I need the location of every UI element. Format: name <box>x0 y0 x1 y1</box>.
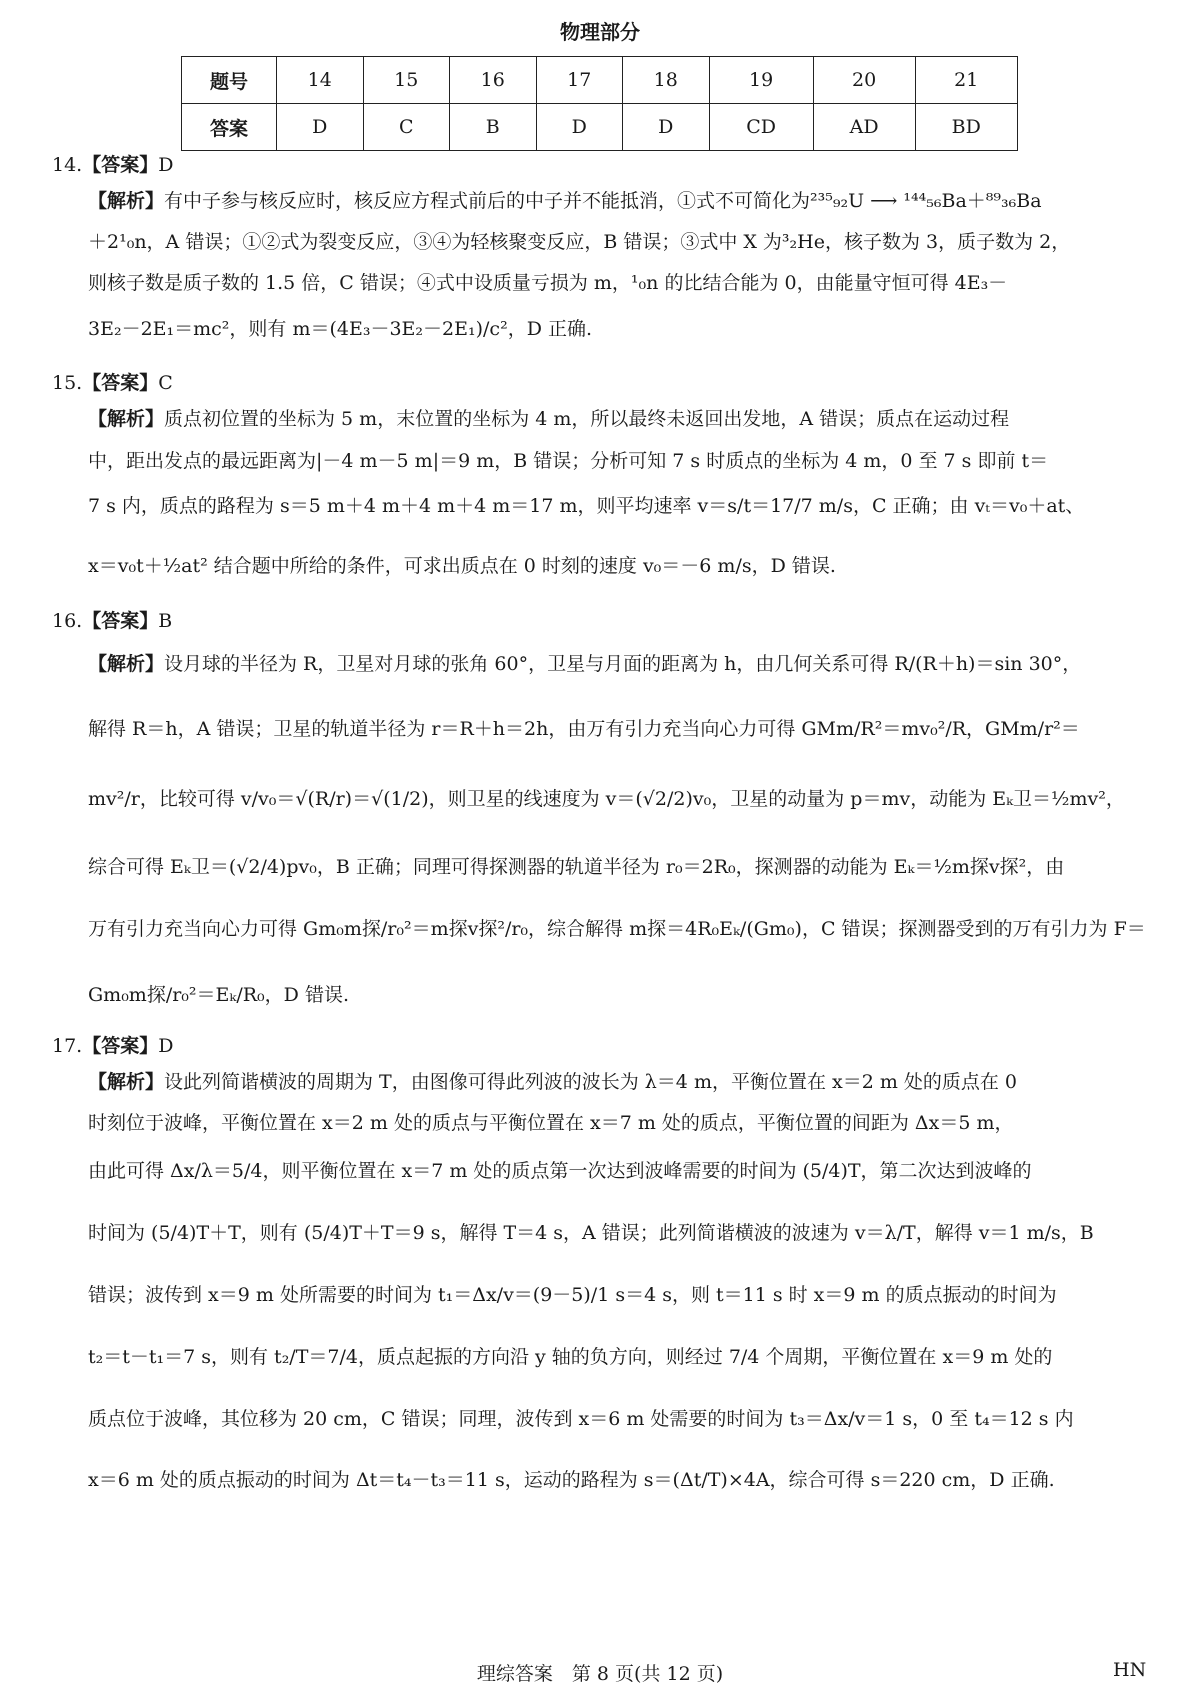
explanation-line <box>88 408 1148 431</box>
explanation-line: 万有引力充当向心力可得 Gm₀m探/r₀²＝m探v探²/r₀，综合解得 m探＝4R₀Eₖ/(Gm₀)，C 错误；探测器受到的万有引力为 F＝ <box>88 918 1146 940</box>
table-cell-answer: AD <box>813 104 915 151</box>
table-cell-answer: C <box>363 104 450 151</box>
explanation-line: 由此可得 Δx/λ＝5/4，则平衡位置在 x＝7 m 处的质点第一次达到波峰需要的时间为 (5/4)T，第二次达到波峰的 <box>88 1160 1032 1182</box>
answer-label: 【答案】 <box>82 1035 159 1057</box>
answer-value: B <box>158 610 173 632</box>
explanation-line: t₂＝t－t₁＝7 s，则有 t₂/T＝7/4，质点起振的方向沿 y 轴的负方向，则经过 7/4 个周期，平衡位置在 x＝9 m 处的 <box>88 1346 1053 1368</box>
table-cell-number: 18 <box>623 57 710 104</box>
table-cell-number: 17 <box>536 57 623 104</box>
region-code: HN <box>1113 1659 1147 1681</box>
question-16-answer <box>52 606 172 633</box>
explanation-line <box>88 653 1148 676</box>
explanation-line: x＝6 m 处的质点振动的时间为 Δt＝t₄－t₃＝11 s，运动的路程为 s＝(Δt/T)×4A，综合可得 s＝220 cm，D 正确. <box>88 1469 1055 1491</box>
table-cell-answer: BD <box>915 104 1018 151</box>
explanation-text: 设此列简谐横波的周期为 T，由图像可得此列波的波长为 λ＝4 m，平衡位置在 x＝2 m 处的质点在 0 <box>164 1071 1018 1093</box>
table-cell-answer: CD <box>709 104 813 151</box>
explanation-text: 设月球的半径为 R，卫星对月球的张角 60°，卫星与月面的距离为 h，由几何关系可得 R/(R＋h)＝sin 30°， <box>164 653 1082 675</box>
explanation-line: 解得 R＝h，A 错误；卫星的轨道半径为 r＝R＋h＝2h，由万有引力充当向心力可得 GMm/R²＝mv₀²/R，GMm/r²＝ <box>88 718 1080 740</box>
explanation-label: 【解析】 <box>88 653 165 675</box>
question-number: 17. <box>52 1035 83 1057</box>
explanation-line: 则核子数是质子数的 1.5 倍，C 错误；④式中设质量亏损为 m，¹₀n 的比结合能为 0，由能量守恒可得 4E₃－ <box>88 272 1008 294</box>
question-14-answer <box>52 150 173 177</box>
answer-label: 【答案】 <box>82 610 159 632</box>
explanation-line <box>88 1071 1148 1094</box>
table-header-answer: 答案 <box>182 104 277 151</box>
explanation-line: 综合可得 Eₖ卫＝(√2/4)pv₀，B 正确；同理可得探测器的轨道半径为 r₀＝2R₀，探测器的动能为 Eₖ＝½m探v探²，由 <box>88 856 1065 878</box>
answer-table <box>181 56 1018 151</box>
explanation-line: 质点位于波峰，其位移为 20 cm，C 错误；同理，波传到 x＝6 m 处需要的时间为 t₃＝Δx/v＝1 s，0 至 t₄＝12 s 内 <box>88 1408 1074 1430</box>
table-cell-answer: D <box>623 104 710 151</box>
section-title: 物理部分 <box>560 20 640 44</box>
table-cell-number: 20 <box>813 57 915 104</box>
table-cell-number: 19 <box>709 57 813 104</box>
explanation-text: 质点初位置的坐标为 5 m，末位置的坐标为 4 m，所以最终未返回出发地，A 错误；质点在运动过程 <box>164 408 1010 430</box>
answer-value: C <box>158 372 173 394</box>
answer-label: 【答案】 <box>82 372 159 394</box>
page-footer: 理综答案 第 8 页(共 12 页) <box>476 1663 724 1685</box>
answer-value: D <box>158 1035 174 1057</box>
table-cell-number: 15 <box>363 57 450 104</box>
table-cell-answer: B <box>450 104 537 151</box>
explanation-label: 【解析】 <box>88 408 165 430</box>
question-number: 14. <box>52 154 83 176</box>
question-number: 15. <box>52 372 83 394</box>
table-cell-answer: D <box>536 104 623 151</box>
explanation-line: ＋2¹₀n，A 错误；①②式为裂变反应，③④为轻核聚变反应，B 错误；③式中 X 为³₂He，核子数为 3，质子数为 2， <box>88 231 1071 253</box>
table-cell-answer: D <box>277 104 364 151</box>
explanation-line: 时间为 (5/4)T＋T，则有 (5/4)T＋T＝9 s，解得 T＝4 s，A 错误；此列简谐横波的波速为 v＝λ/T，解得 v＝1 m/s，B <box>88 1222 1094 1244</box>
table-row-numbers <box>182 57 1018 104</box>
table-cell-number: 21 <box>915 57 1018 104</box>
table-header-number: 题号 <box>182 57 277 104</box>
answer-value: D <box>158 154 174 176</box>
explanation-label: 【解析】 <box>88 190 165 212</box>
explanation-text: 有中子参与核反应时，核反应方程式前后的中子并不能抵消，①式不可简化为²³⁵₉₂U ⟶ ¹⁴⁴₅₆Ba＋⁸⁹₃₆Ba <box>164 190 1042 212</box>
explanation-line: 中，距出发点的最远距离为|－4 m－5 m|＝9 m，B 错误；分析可知 7 s 时质点的坐标为 4 m，0 至 7 s 即前 t＝ <box>88 450 1049 472</box>
table-row-answers <box>182 104 1018 151</box>
question-number: 16. <box>52 610 83 632</box>
answer-label: 【答案】 <box>82 154 159 176</box>
explanation-line: x＝v₀t＋½at² 结合题中所给的条件，可求出质点在 0 时刻的速度 v₀＝－6 m/s，D 错误. <box>88 555 836 577</box>
question-17-answer <box>52 1031 173 1058</box>
explanation-line <box>88 190 1148 213</box>
explanation-line: 错误；波传到 x＝9 m 处所需要的时间为 t₁＝Δx/v＝(9－5)/1 s＝4 s，则 t＝11 s 时 x＝9 m 的质点振动的时间为 <box>88 1284 1057 1306</box>
table-cell-number: 16 <box>450 57 537 104</box>
explanation-line: 时刻位于波峰，平衡位置在 x＝2 m 处的质点与平衡位置在 x＝7 m 处的质点，平衡位置的间距为 Δx＝5 m， <box>88 1112 1014 1134</box>
explanation-line: 3E₂－2E₁＝mc²，则有 m＝(4E₃－3E₂－2E₁)/c²，D 正确. <box>88 318 593 340</box>
table-cell-number: 14 <box>277 57 364 104</box>
explanation-line: mv²/r，比较可得 v/v₀＝√(R/r)＝√(1/2)，则卫星的线速度为 v＝(√2/2)v₀，卫星的动量为 p＝mv，动能为 Eₖ卫＝½mv²， <box>88 788 1125 810</box>
explanation-line: 7 s 内，质点的路程为 s＝5 m＋4 m＋4 m＋4 m＝17 m，则平均速率 v＝s/t＝17/7 m/s，C 正确；由 vₜ＝v₀＋at、 <box>88 495 1085 517</box>
question-15-answer <box>52 368 173 395</box>
explanation-label: 【解析】 <box>88 1071 165 1093</box>
explanation-line: Gm₀m探/r₀²＝Eₖ/R₀，D 错误. <box>88 984 349 1006</box>
